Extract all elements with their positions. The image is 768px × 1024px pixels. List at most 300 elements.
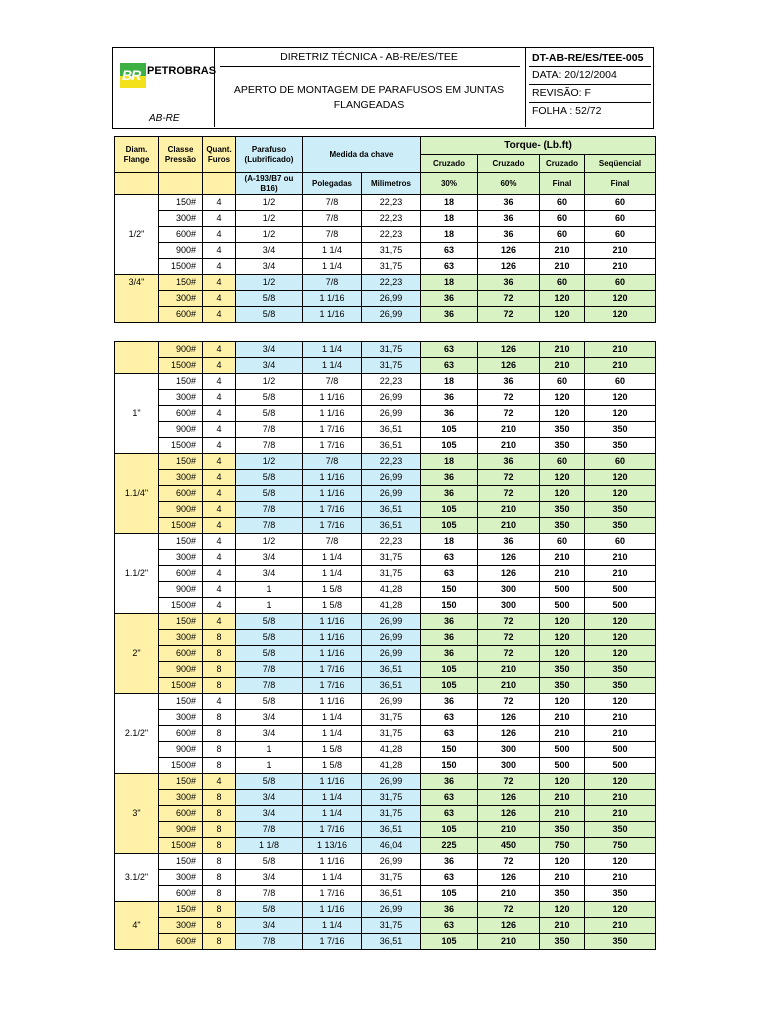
torque-30: 63 xyxy=(421,342,478,358)
wrench-inches: 1 1/4 xyxy=(303,342,362,358)
torque-sequential: 350 xyxy=(585,822,656,838)
flange-diameter: 1.1/4" xyxy=(115,454,159,534)
wrench-mm: 36,51 xyxy=(362,886,421,902)
table-row xyxy=(115,422,656,438)
document-code: DT-AB-RE/ES/TEE-005 xyxy=(532,52,644,64)
flange-diameter: 4" xyxy=(115,902,159,950)
table-row xyxy=(115,822,656,838)
torque-sequential: 210 xyxy=(585,870,656,886)
bolt-size: 3/4 xyxy=(236,726,303,742)
torque-60: 126 xyxy=(478,566,540,582)
torque-30: 36 xyxy=(421,614,478,630)
torque-sequential: 210 xyxy=(585,358,656,374)
torque-60: 210 xyxy=(478,678,540,694)
wrench-mm: 26,99 xyxy=(362,774,421,790)
torque-sequential: 750 xyxy=(585,838,656,854)
torque-30: 105 xyxy=(421,822,478,838)
bolt-holes: 4 xyxy=(203,694,236,710)
torque-30: 63 xyxy=(421,259,478,275)
bolt-size: 7/8 xyxy=(236,886,303,902)
torque-30: 36 xyxy=(421,902,478,918)
col-medida: Medida da chave xyxy=(303,137,421,173)
page-gap xyxy=(115,323,656,342)
wrench-mm: 26,99 xyxy=(362,614,421,630)
torque-30: 63 xyxy=(421,710,478,726)
torque-30: 150 xyxy=(421,582,478,598)
wrench-inches: 1 5/8 xyxy=(303,582,362,598)
table-row xyxy=(115,534,656,550)
torque-60: 126 xyxy=(478,710,540,726)
torque-sequential: 210 xyxy=(585,726,656,742)
pressure-class: 600# xyxy=(159,726,203,742)
torque-final: 120 xyxy=(540,646,585,662)
table-row xyxy=(115,806,656,822)
torque-sequential: 120 xyxy=(585,630,656,646)
torque-60: 72 xyxy=(478,854,540,870)
bolt-size: 3/4 xyxy=(236,918,303,934)
pressure-class: 600# xyxy=(159,566,203,582)
pressure-class: 150# xyxy=(159,774,203,790)
torque-60: 210 xyxy=(478,518,540,534)
bolt-size: 5/8 xyxy=(236,854,303,870)
torque-60: 300 xyxy=(478,742,540,758)
torque-30: 105 xyxy=(421,934,478,950)
wrench-mm: 36,51 xyxy=(362,502,421,518)
torque-final: 350 xyxy=(540,502,585,518)
bolt-holes: 4 xyxy=(203,243,236,259)
torque-30: 150 xyxy=(421,598,478,614)
flange-diameter: 2.1/2" xyxy=(115,694,159,774)
torque-60: 36 xyxy=(478,275,540,291)
brand-name: PETROBRAS xyxy=(147,65,217,77)
bolt-holes: 4 xyxy=(203,374,236,390)
torque-sequential: 210 xyxy=(585,566,656,582)
torque-final: 210 xyxy=(540,790,585,806)
torque-final: 500 xyxy=(540,598,585,614)
torque-final: 350 xyxy=(540,934,585,950)
pressure-class: 300# xyxy=(159,390,203,406)
torque-30: 18 xyxy=(421,275,478,291)
torque-sequential: 120 xyxy=(585,486,656,502)
torque-60: 36 xyxy=(478,227,540,243)
torque-30: 18 xyxy=(421,195,478,211)
bolt-holes: 8 xyxy=(203,870,236,886)
wrench-inches: 1 1/4 xyxy=(303,726,362,742)
document-info xyxy=(525,48,654,127)
torque-final: 210 xyxy=(540,726,585,742)
pressure-class: 900# xyxy=(159,342,203,358)
torque-sequential: 120 xyxy=(585,614,656,630)
wrench-inches: 1 7/16 xyxy=(303,822,362,838)
torque-60: 126 xyxy=(478,918,540,934)
table-row xyxy=(115,470,656,486)
table-row xyxy=(115,598,656,614)
table-row xyxy=(115,454,656,470)
bolt-size: 3/4 xyxy=(236,790,303,806)
wrench-inches: 7/8 xyxy=(303,211,362,227)
table-body xyxy=(115,195,656,950)
bolt-size: 3/4 xyxy=(236,342,303,358)
bolt-holes: 4 xyxy=(203,518,236,534)
bolt-size: 5/8 xyxy=(236,774,303,790)
torque-final: 120 xyxy=(540,406,585,422)
torque-60: 36 xyxy=(478,374,540,390)
pressure-class: 150# xyxy=(159,694,203,710)
bolt-size: 7/8 xyxy=(236,518,303,534)
wrench-mm: 26,99 xyxy=(362,470,421,486)
torque-30: 36 xyxy=(421,291,478,307)
wrench-mm: 22,23 xyxy=(362,211,421,227)
pressure-class: 900# xyxy=(159,422,203,438)
bolt-size: 1 xyxy=(236,598,303,614)
torque-60: 72 xyxy=(478,902,540,918)
bolt-size: 5/8 xyxy=(236,470,303,486)
pressure-class: 600# xyxy=(159,646,203,662)
bolt-holes: 8 xyxy=(203,630,236,646)
bolt-size: 1/2 xyxy=(236,195,303,211)
torque-30: 36 xyxy=(421,774,478,790)
bolt-size: 7/8 xyxy=(236,422,303,438)
torque-final: 120 xyxy=(540,854,585,870)
torque-final: 350 xyxy=(540,886,585,902)
wrench-inches: 1 1/4 xyxy=(303,918,362,934)
torque-60: 72 xyxy=(478,470,540,486)
flange-diameter: 3/4" xyxy=(115,275,159,323)
torque-final: 60 xyxy=(540,534,585,550)
pressure-class: 900# xyxy=(159,243,203,259)
wrench-mm: 31,75 xyxy=(362,806,421,822)
table-row xyxy=(115,678,656,694)
wrench-inches: 1 7/16 xyxy=(303,422,362,438)
torque-final: 500 xyxy=(540,758,585,774)
torque-sequential: 120 xyxy=(585,774,656,790)
pressure-class: 300# xyxy=(159,710,203,726)
wrench-inches: 7/8 xyxy=(303,534,362,550)
unit-label: AB-RE xyxy=(149,113,180,124)
bolt-size: 5/8 xyxy=(236,646,303,662)
col-cruzado-1: Cruzado xyxy=(421,155,478,173)
torque-60: 72 xyxy=(478,774,540,790)
wrench-mm: 36,51 xyxy=(362,934,421,950)
table-row xyxy=(115,934,656,950)
wrench-mm: 31,75 xyxy=(362,870,421,886)
torque-sequential: 120 xyxy=(585,307,656,323)
bolt-holes: 8 xyxy=(203,854,236,870)
col-parafuso-spec: (A-193/B7 ou B16) xyxy=(236,173,303,195)
bolt-size: 1 1/8 xyxy=(236,838,303,854)
torque-30: 18 xyxy=(421,534,478,550)
torque-30: 63 xyxy=(421,566,478,582)
table-row xyxy=(115,726,656,742)
torque-final: 120 xyxy=(540,694,585,710)
torque-final: 210 xyxy=(540,259,585,275)
pressure-class: 600# xyxy=(159,227,203,243)
torque-60: 210 xyxy=(478,662,540,678)
torque-30: 18 xyxy=(421,211,478,227)
table-row xyxy=(115,790,656,806)
torque-sequential: 350 xyxy=(585,886,656,902)
wrench-inches: 1 1/4 xyxy=(303,243,362,259)
col-cruzado-3: Cruzado xyxy=(540,155,585,173)
torque-final: 60 xyxy=(540,211,585,227)
table-row xyxy=(115,374,656,390)
torque-final: 210 xyxy=(540,342,585,358)
document-title: APERTO DE MONTAGEM DE PARAFUSOS EM JUNTAS FLANGEADAS xyxy=(233,84,505,111)
wrench-mm: 26,99 xyxy=(362,694,421,710)
wrench-mm: 22,23 xyxy=(362,454,421,470)
table-row xyxy=(115,438,656,454)
table-row xyxy=(115,566,656,582)
torque-sequential: 60 xyxy=(585,195,656,211)
bolt-size: 5/8 xyxy=(236,902,303,918)
col-polegadas: Polegadas xyxy=(303,173,362,195)
torque-sequential: 60 xyxy=(585,374,656,390)
wrench-inches: 1 1/4 xyxy=(303,710,362,726)
torque-60: 72 xyxy=(478,694,540,710)
table-row xyxy=(115,630,656,646)
pressure-class: 600# xyxy=(159,406,203,422)
wrench-inches: 1 1/16 xyxy=(303,470,362,486)
torque-sequential: 500 xyxy=(585,758,656,774)
col-quant: Quant. Furos xyxy=(203,137,236,173)
col-30pct: 30% xyxy=(421,173,478,195)
torque-30: 63 xyxy=(421,726,478,742)
bolt-holes: 4 xyxy=(203,291,236,307)
pressure-class: 1500# xyxy=(159,259,203,275)
bolt-size: 7/8 xyxy=(236,678,303,694)
wrench-inches: 1 1/16 xyxy=(303,630,362,646)
pressure-class: 150# xyxy=(159,854,203,870)
table-row xyxy=(115,662,656,678)
bolt-size: 5/8 xyxy=(236,307,303,323)
bolt-size: 5/8 xyxy=(236,390,303,406)
torque-60: 126 xyxy=(478,550,540,566)
torque-final: 500 xyxy=(540,742,585,758)
table-row xyxy=(115,307,656,323)
torque-final: 750 xyxy=(540,838,585,854)
col-diam: Diam. Flange xyxy=(115,137,159,173)
bolt-holes: 4 xyxy=(203,422,236,438)
wrench-inches: 1 1/16 xyxy=(303,902,362,918)
torque-sequential: 60 xyxy=(585,275,656,291)
wrench-inches: 1 5/8 xyxy=(303,758,362,774)
wrench-mm: 26,99 xyxy=(362,630,421,646)
torque-60: 72 xyxy=(478,630,540,646)
table-row xyxy=(115,694,656,710)
torque-60: 300 xyxy=(478,758,540,774)
torque-sequential: 210 xyxy=(585,710,656,726)
torque-sequential: 60 xyxy=(585,534,656,550)
bolt-holes: 8 xyxy=(203,646,236,662)
torque-sequential: 120 xyxy=(585,470,656,486)
bolt-holes: 4 xyxy=(203,486,236,502)
table-row xyxy=(115,259,656,275)
torque-sequential: 120 xyxy=(585,291,656,307)
wrench-mm: 41,28 xyxy=(362,598,421,614)
bolt-holes: 8 xyxy=(203,758,236,774)
torque-30: 36 xyxy=(421,486,478,502)
bolt-holes: 4 xyxy=(203,550,236,566)
torque-60: 36 xyxy=(478,534,540,550)
bolt-size: 7/8 xyxy=(236,822,303,838)
table-row xyxy=(115,854,656,870)
bolt-holes: 4 xyxy=(203,390,236,406)
pressure-class: 600# xyxy=(159,886,203,902)
bolt-size: 3/4 xyxy=(236,358,303,374)
wrench-inches: 1 5/8 xyxy=(303,598,362,614)
table-row xyxy=(115,227,656,243)
flange-diameter: 1/2" xyxy=(115,195,159,275)
wrench-mm: 26,99 xyxy=(362,307,421,323)
torque-sequential: 500 xyxy=(585,742,656,758)
bolt-holes: 8 xyxy=(203,838,236,854)
wrench-mm: 26,99 xyxy=(362,486,421,502)
wrench-mm: 36,51 xyxy=(362,822,421,838)
bolt-holes: 4 xyxy=(203,774,236,790)
torque-60: 126 xyxy=(478,790,540,806)
col-classe: Classe Pressão xyxy=(159,137,203,173)
torque-30: 105 xyxy=(421,886,478,902)
wrench-mm: 46,04 xyxy=(362,838,421,854)
wrench-inches: 1 7/16 xyxy=(303,502,362,518)
bolt-holes: 4 xyxy=(203,534,236,550)
torque-final: 210 xyxy=(540,550,585,566)
torque-60: 210 xyxy=(478,422,540,438)
torque-final: 350 xyxy=(540,822,585,838)
torque-sequential: 350 xyxy=(585,502,656,518)
bolt-size: 3/4 xyxy=(236,870,303,886)
torque-final: 350 xyxy=(540,518,585,534)
torque-30: 105 xyxy=(421,422,478,438)
torque-sequential: 60 xyxy=(585,454,656,470)
torque-30: 63 xyxy=(421,358,478,374)
torque-sequential: 350 xyxy=(585,934,656,950)
bolt-size: 3/4 xyxy=(236,806,303,822)
bolt-size: 3/4 xyxy=(236,566,303,582)
torque-60: 210 xyxy=(478,438,540,454)
flange-diameter: 2" xyxy=(115,614,159,694)
wrench-mm: 26,99 xyxy=(362,902,421,918)
bolt-holes: 8 xyxy=(203,662,236,678)
bolt-holes: 8 xyxy=(203,902,236,918)
torque-final: 60 xyxy=(540,374,585,390)
wrench-mm: 31,75 xyxy=(362,918,421,934)
torque-sequential: 120 xyxy=(585,854,656,870)
wrench-mm: 22,23 xyxy=(362,227,421,243)
wrench-inches: 1 1/4 xyxy=(303,870,362,886)
bolt-holes: 4 xyxy=(203,470,236,486)
table-row xyxy=(115,918,656,934)
wrench-inches: 1 1/4 xyxy=(303,259,362,275)
bolt-holes: 4 xyxy=(203,454,236,470)
torque-final: 210 xyxy=(540,358,585,374)
directive-label: DIRETRIZ TÉCNICA - AB-RE/ES/TEE xyxy=(280,51,458,63)
table-row xyxy=(115,870,656,886)
table-row xyxy=(115,902,656,918)
torque-table xyxy=(114,136,655,950)
torque-sequential: 60 xyxy=(585,211,656,227)
bolt-size: 5/8 xyxy=(236,614,303,630)
pressure-class: 300# xyxy=(159,870,203,886)
torque-final: 210 xyxy=(540,243,585,259)
torque-sequential: 60 xyxy=(585,227,656,243)
torque-final: 120 xyxy=(540,774,585,790)
wrench-inches: 1 7/16 xyxy=(303,886,362,902)
pressure-class: 600# xyxy=(159,307,203,323)
table-row xyxy=(115,774,656,790)
wrench-mm: 26,99 xyxy=(362,390,421,406)
table-row xyxy=(115,582,656,598)
pressure-class: 150# xyxy=(159,374,203,390)
pressure-class: 150# xyxy=(159,614,203,630)
wrench-mm: 31,75 xyxy=(362,566,421,582)
col-60pct: 60% xyxy=(478,173,540,195)
pressure-class: 600# xyxy=(159,486,203,502)
bolt-size: 3/4 xyxy=(236,259,303,275)
wrench-mm: 36,51 xyxy=(362,678,421,694)
torque-60: 210 xyxy=(478,502,540,518)
flange-diameter: 3" xyxy=(115,774,159,854)
col-final-1: Final xyxy=(540,173,585,195)
bolt-holes: 8 xyxy=(203,886,236,902)
table-row xyxy=(115,486,656,502)
table-row xyxy=(115,406,656,422)
bolt-holes: 8 xyxy=(203,934,236,950)
torque-30: 36 xyxy=(421,307,478,323)
pressure-class: 900# xyxy=(159,822,203,838)
logo-block xyxy=(113,48,215,127)
torque-60: 126 xyxy=(478,806,540,822)
torque-final: 210 xyxy=(540,710,585,726)
torque-60: 72 xyxy=(478,307,540,323)
torque-60: 126 xyxy=(478,342,540,358)
bolt-holes: 4 xyxy=(203,406,236,422)
flange-diameter: 1" xyxy=(115,374,159,454)
torque-60: 72 xyxy=(478,406,540,422)
table-row xyxy=(115,838,656,854)
torque-final: 120 xyxy=(540,307,585,323)
bolt-holes: 8 xyxy=(203,806,236,822)
table-row xyxy=(115,518,656,534)
col-milimetros: Milimetros xyxy=(362,173,421,195)
wrench-mm: 31,75 xyxy=(362,342,421,358)
pressure-class: 150# xyxy=(159,195,203,211)
torque-60: 72 xyxy=(478,291,540,307)
wrench-inches: 1 1/16 xyxy=(303,646,362,662)
torque-60: 126 xyxy=(478,726,540,742)
table-row xyxy=(115,502,656,518)
wrench-inches: 1 1/4 xyxy=(303,790,362,806)
torque-final: 120 xyxy=(540,486,585,502)
bolt-size: 3/4 xyxy=(236,243,303,259)
bolt-size: 5/8 xyxy=(236,694,303,710)
bolt-holes: 4 xyxy=(203,259,236,275)
table-row xyxy=(115,342,656,358)
bolt-size: 7/8 xyxy=(236,662,303,678)
bolt-holes: 8 xyxy=(203,918,236,934)
pressure-class: 300# xyxy=(159,291,203,307)
torque-30: 63 xyxy=(421,870,478,886)
title-block xyxy=(214,48,524,127)
torque-final: 120 xyxy=(540,291,585,307)
wrench-inches: 1 7/16 xyxy=(303,662,362,678)
torque-60: 36 xyxy=(478,454,540,470)
torque-30: 36 xyxy=(421,470,478,486)
bolt-size: 5/8 xyxy=(236,630,303,646)
wrench-inches: 1 7/16 xyxy=(303,438,362,454)
torque-final: 120 xyxy=(540,902,585,918)
bolt-size: 1 xyxy=(236,758,303,774)
